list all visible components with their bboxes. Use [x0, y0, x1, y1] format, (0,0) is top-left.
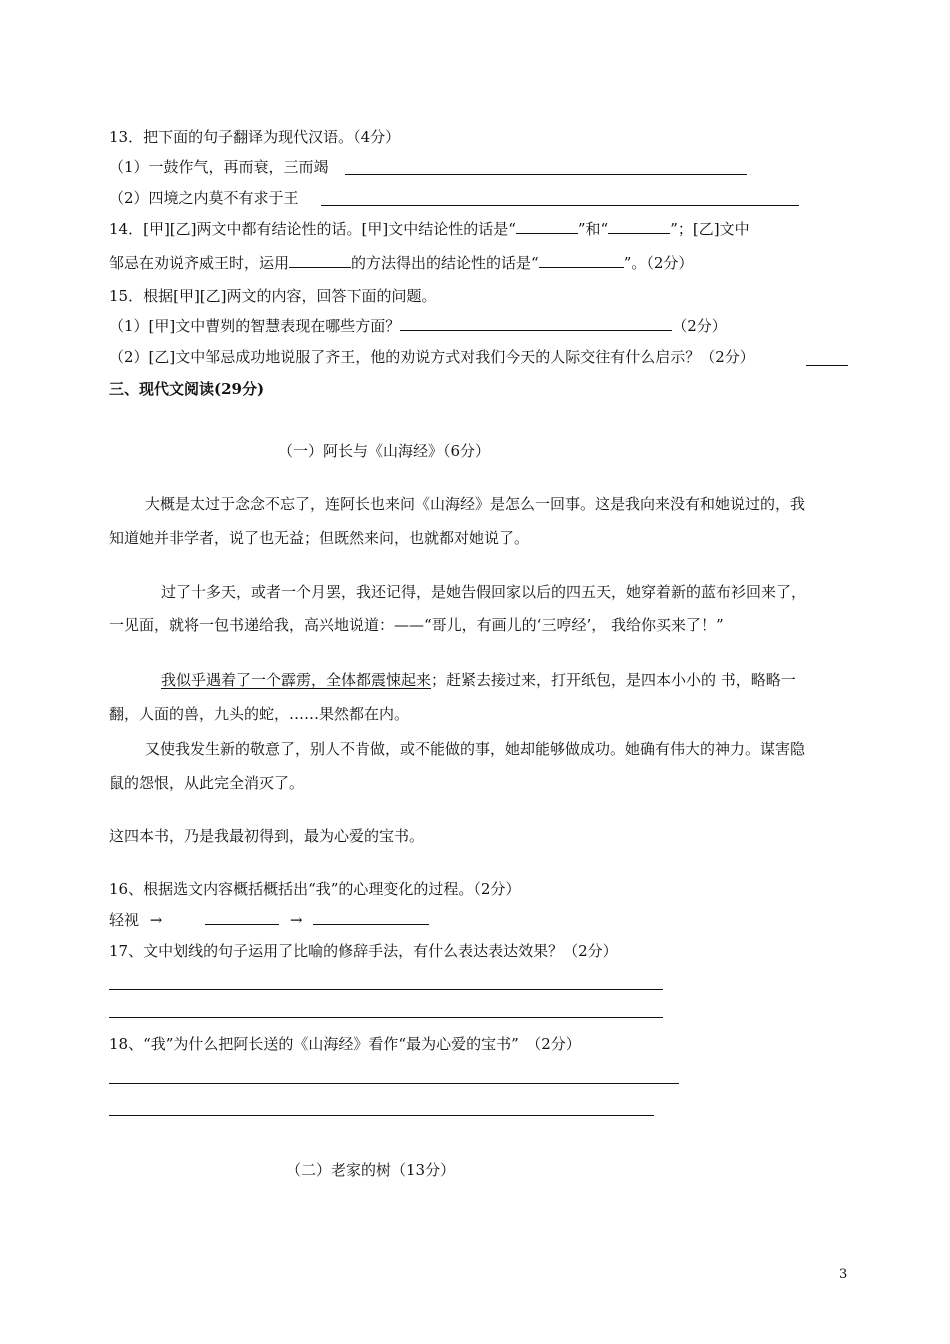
- passage1-para5: 这四本书，乃是我最初得到，最为心爱的宝书。: [109, 827, 425, 845]
- q18-answer-line-2[interactable]: [109, 1115, 654, 1116]
- q15-item1-text: （1）[甲]文中曹刿的智慧表现在哪些方面？: [109, 317, 401, 335]
- q16-arrow-2: →: [289, 911, 303, 929]
- q13-item1-text: （1）一鼓作气，再而衰，三而竭: [109, 158, 329, 176]
- section3-heading: 三、现代文阅读(29分): [109, 380, 265, 398]
- q14-text-d: 邹忌在劝说齐威王时，运用: [109, 254, 290, 272]
- q15-item1-answer[interactable]: [400, 315, 672, 331]
- page-number: 3: [839, 1267, 848, 1282]
- q14-text-b: ”和“: [577, 220, 609, 238]
- passage1-para2-line1: 过了十多天，或者一个月罢，我还记得，是她告假回家以后的四五天，她穿着新的蓝布衫回来了，: [161, 583, 807, 601]
- q14-text-a: 14．[甲][乙]两文中都有结论性的话。[甲]文中结论性的话是“: [109, 220, 516, 238]
- q14-blank-4[interactable]: [539, 252, 624, 268]
- underlined-sentence: 我似乎遇着了一个霹雳，全体都震悚起来: [161, 671, 432, 689]
- q14-text-f: ”。（2分）: [623, 254, 694, 272]
- q14-blank-2[interactable]: [608, 218, 670, 234]
- q15-item1-score: （2分）: [672, 317, 727, 335]
- q13-answer-line-2[interactable]: [321, 205, 799, 206]
- q13-item2-text: （2）四境之内莫不有求于王: [109, 189, 299, 207]
- q16-blank-1[interactable]: [205, 909, 279, 925]
- q16-answer-row: [109, 909, 429, 931]
- q16-arrow-1: →: [149, 911, 163, 929]
- q17-answer-line-2[interactable]: [109, 1017, 663, 1018]
- q14-line1: [109, 218, 750, 240]
- q16-blank-2[interactable]: [313, 909, 429, 925]
- q15-item2: [109, 346, 755, 368]
- passage2-title: （二）老家的树（13分）: [286, 1161, 456, 1179]
- q13-item1: [109, 156, 329, 178]
- passage1-para1-line1: 大概是太过于念念不忘了，连阿长也来问《山海经》是怎么一回事。这是我向来没有和她说过的，我: [145, 495, 806, 513]
- q14-blank-3[interactable]: [289, 252, 351, 268]
- passage1-title: （一）阿长与《山海经》（6分）: [278, 442, 491, 460]
- q17-stem: 17、文中划线的句子运用了比喻的修辞手法，有什么表达表达效果？（2分）: [109, 942, 618, 960]
- q14-line2: [109, 252, 693, 274]
- passage1-para3-line2: 翻，人面的兽，九头的蛇，……果然都在内。: [109, 705, 410, 723]
- q13-item2: [109, 187, 299, 209]
- q16-start-word: 轻视: [109, 911, 140, 929]
- passage1-para1-line2: 知道她并非学者，说了也无益；但既然来问，也就都对她说了。: [109, 529, 530, 547]
- q15-stem: 15．根据[甲][乙]两文的内容，回答下面的问题。: [109, 287, 437, 305]
- q14-text-c: ”；[乙]文中: [670, 220, 750, 238]
- q16-stem: 16、根据选文内容概括概括出“我”的心理变化的过程。（2分）: [109, 880, 521, 898]
- passage1-para4-line2: 鼠的怨恨，从此完全消灭了。: [109, 774, 305, 792]
- q17-answer-line-1[interactable]: [109, 989, 663, 990]
- q15-item2-text: （2）[乙]文中邹忌成功地说服了齐王，他的劝说方式对我们今天的人际交往有什么启示？（2分）: [109, 348, 755, 366]
- q13-answer-line-1[interactable]: [345, 174, 747, 175]
- q14-blank-1[interactable]: [516, 218, 578, 234]
- passage1-para3-rest: ；赶紧去接过来，打开纸包，是四本小小的 书，略略一: [431, 671, 796, 689]
- q18-answer-line-1[interactable]: [109, 1083, 679, 1084]
- passage1-para3-line1: [161, 669, 796, 691]
- q15-item2-answer-line[interactable]: [806, 365, 848, 366]
- q15-item1: [109, 315, 727, 337]
- passage1-para4-line1: 又使我发生新的敬意了，别人不肯做，或不能做的事，她却能够做成功。她确有伟大的神力。谋害隐: [145, 740, 806, 758]
- passage1-para2-line2: 一见面，就将一包书递给我，高兴地说道：——“哥儿，有画儿的‘三哼经’， 我给你买来了！”: [109, 616, 724, 634]
- q13-stem: 13．把下面的句子翻译为现代汉语。（4分）: [109, 128, 401, 146]
- q18-stem: 18、“我”为什么把阿长送的《山海经》看作“最为心爱的宝书” （2分）: [109, 1035, 581, 1053]
- q14-text-e: 的方法得出的结论性的话是“: [351, 254, 539, 272]
